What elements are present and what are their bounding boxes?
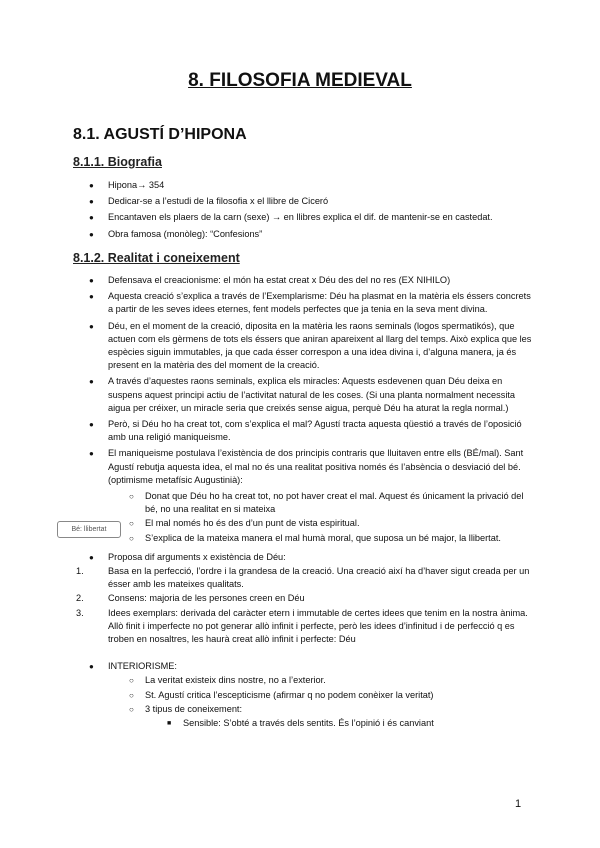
circle-bullet-icon: ○ [129,690,134,700]
circle-bullet-icon: ○ [129,519,134,529]
bullet-icon: ● [89,276,94,285]
page-title: 8. FILOSOFIA MEDIEVAL [188,70,412,91]
list-item: ● Déu, en el moment de la creació, diposita en la matèria les raons seminals (logos spermatikós), que actuen com els gèrmens de tots els éssers que aniran apareixent al llarg del temps. Això explica que les espècies siguin immutables, ja que cada ésser correspon a una idea divina i, d’alguna manera, ja és present en la matèria des del moment de la creació. [89,320,532,371]
list-item: ● El maniqueisme postulava l’existència de dos principis contraris que lluitaven entre ells (BÉ/mal). Sant Agustí rebutja aquesta idea, el mal no és una realitat positiva només és l’absència o desviació del bé. (optimisme metafísic Augustinià): [89,448,524,485]
bullet-icon: ● [89,229,94,239]
list-item: ● A través d’aquestes raons seminals, explica els miracles: Aquests esdevenen quan Déu deixa en suspens aquest principi actiu de l’activitat natural de les coses. (Si una planta normalment necessita aigua per créixer, un miracle seria que creixés sense aigua, perquè Déu ha aturat la regla normal.) [89,376,516,413]
list-item: ○ 3 tipus de coneixement: [73,703,533,716]
list-item: ● Però, si Déu ho ha creat tot, com s’explica el mal? Agustí tracta aquesta qüestió a través de l’oposició amb una religió maniqueisme. [89,419,522,443]
list-item: ● Dedicar-se a l’estudi de la filosofia x el llibre de Ciceró [73,195,533,208]
circle-bullet-icon: ○ [129,533,134,543]
list-item: ● Defensava el creacionisme: el món ha estat creat x Déu des del no res (EX NIHILO) [73,274,533,287]
bullet-icon: ● [89,377,94,387]
section-heading: 8.1. AGUSTÍ D’HIPONA [73,126,247,143]
list-item: ○ El mal només ho és des d’un punt de vista espiritual. [73,517,533,530]
square-bullet-icon: ■ [167,720,172,728]
bullet-icon: ● [89,420,94,430]
list-item: ● Aquesta creació s’explica a través de l’Exemplarisme: Déu ha plasmat en la matèria els éssers concrets a partir de les seves idees eternes, fent models perfectes que ja tenia en la seva ment divina. [89,291,531,315]
list-item: ■ Sensible: S’obté a través dels sentits. És l’opinió i és canviant [73,717,533,730]
list-item: ● Obra famosa (monòleg): “Confesions” [73,228,533,241]
bullet-icon: ● [89,181,94,190]
list-item: ● Hipona→ 354 [73,179,533,192]
numbered-item: 3. Idees exemplars: derivada del caràcter etern i immutable de certes idees que tenim en la nostra ànima. Allò finit i imperfecte no pot generar allò infinit i perfecte, però les idees d’infinitud i de perfecció q es troben en nosaltres, les haurà creat allò infinit i perfecte: Déu [76,607,528,645]
bullet-icon: ● [89,197,94,207]
bullet-icon: ● [89,449,94,459]
list-item: ● INTERIORISME: [73,660,533,673]
numbered-item: 1. Basa en la perfecció, l’ordre i la grandesa de la creació. Una creació així ha d’haver sigut creada per un ésser amb les mateixes qualitats. [76,566,530,590]
circle-bullet-icon: ○ [129,492,134,502]
subsection-heading-realitat: 8.1.2. Realitat i coneixement [73,251,240,265]
bullet-icon: ● [89,292,94,302]
numbered-item: 2. Consens: majoria de les persones creen en Déu [76,593,305,604]
bullet-icon: ● [89,552,94,562]
realitat-list [73,274,533,730]
margin-note-sticker: Bé: llibertat [57,521,121,538]
bullet-icon: ● [89,213,94,223]
subsection-heading-biografia: 8.1.1. Biografia [73,155,162,169]
bullet-icon: ● [89,662,94,672]
list-item: ○ St. Agustí critica l’escepticisme (afirmar q no podem conèixer la veritat) [73,689,533,702]
list-item: ○ La veritat existeix dins nostre, no a l’exterior. [73,674,533,687]
page-number: 1 [515,798,522,810]
list-item: ○ S’explica de la mateixa manera el mal humà moral, que suposa un bé major, la llibertat. [73,532,533,545]
circle-bullet-icon: ○ [129,676,134,686]
circle-bullet-icon: ○ [129,704,134,714]
bullet-icon: ● [89,321,94,331]
list-item: ○ Donat que Déu ho ha creat tot, no pot haver creat el mal. Aquest és únicament la privació del bé, no una realitat en si mateixa [129,491,524,515]
list-item: ● Proposa dif arguments x existència de Déu: [73,551,533,564]
biografia-list [73,179,533,244]
list-item: ● Encantaven els plaers de la carn (sexe) → en llibres explica el dif. de mantenir-se en castedat. [73,211,533,224]
